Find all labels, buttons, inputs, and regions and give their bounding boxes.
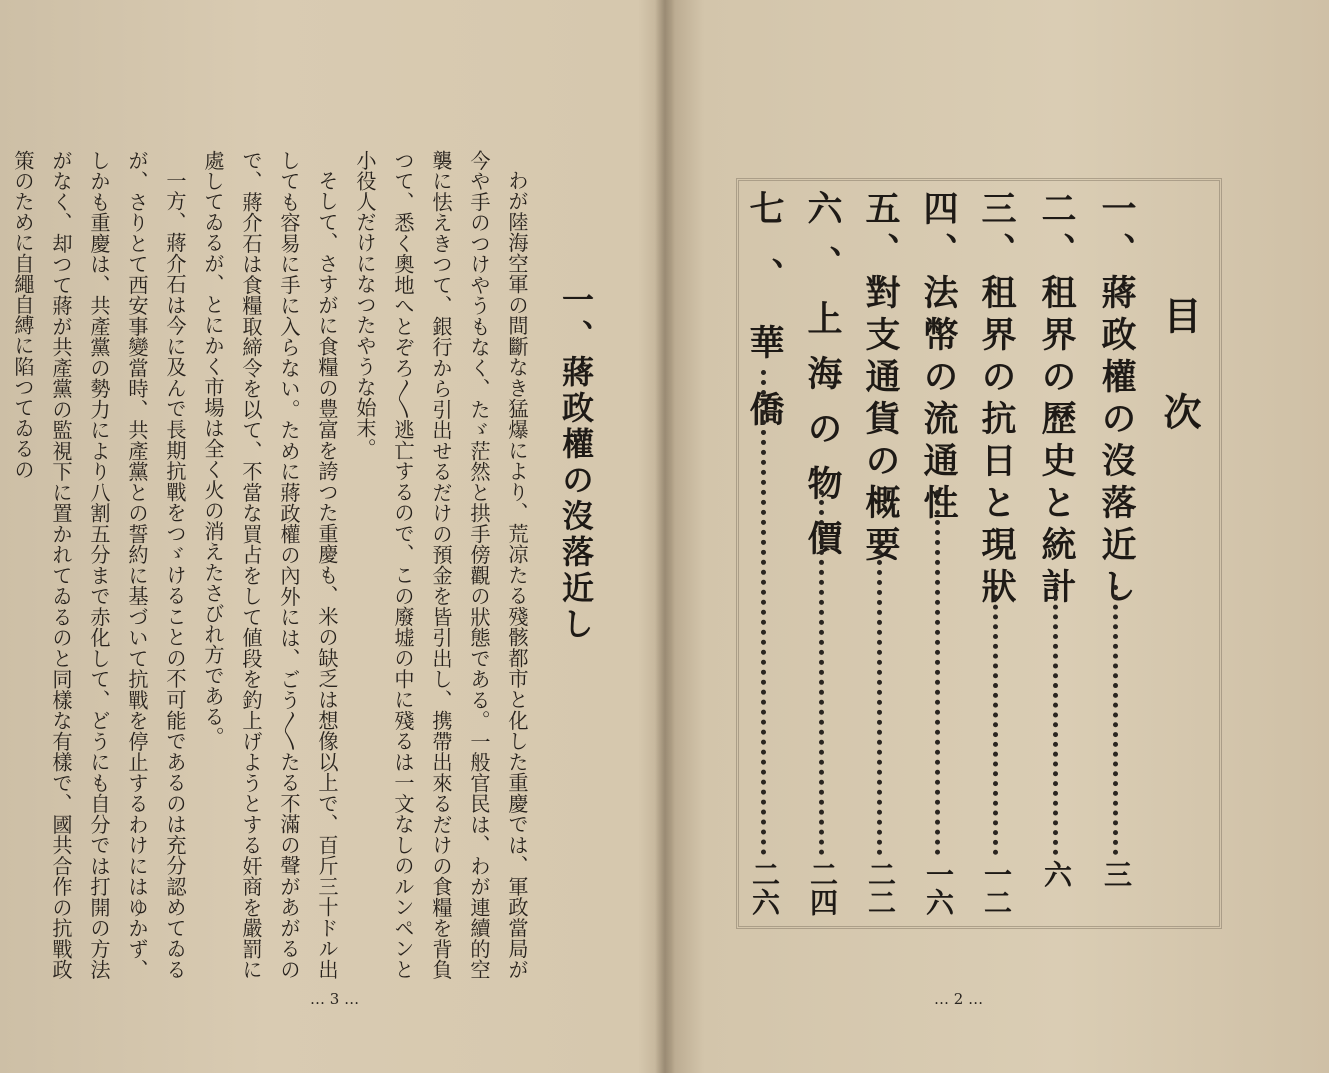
toc-item-label: 一、蔣政權の沒落近し [1096, 190, 1137, 610]
section-heading: 一、蔣政權の沒落近し [557, 283, 595, 643]
toc-item-2 [1036, 190, 1076, 940]
toc-item-page: 二四 [806, 860, 839, 916]
toc-title: 目次 [1157, 296, 1202, 488]
toc-item-1 [1096, 190, 1136, 940]
right-page [664, 0, 1329, 1073]
toc-item-6 [802, 190, 842, 940]
toc-item-label: 二、租界の歷史と統計 [1036, 190, 1077, 610]
toc-item-7 [744, 190, 784, 940]
toc-item-page: 六 [1040, 860, 1073, 888]
toc-item-3 [976, 190, 1016, 940]
toc-item-label: 五、對支通貨の概要 [860, 190, 901, 568]
toc-leader-dots [993, 585, 1004, 855]
paragraph-3: 一方、蔣介石は今に及んで長期抗戰をつゞけることの不可能であるのは充分認めてゐるが、さりとて西安事變當時、共產黨との誓約に基づいて抗戰を停止するわけにはゆかず、しかも重慶は、共產黨の勢力により八割五分まで赤化して、どうにも自分では打開の方法がなく、却つて蔣が共產黨の監視下に置かれてゐるのと同樣な有樣で、國共合作の抗戰政策のために自繩自縛に陷つてゐるの [11, 150, 187, 980]
page-number-right: … 2 … [934, 990, 984, 1008]
toc-item-4 [918, 190, 958, 940]
toc-item-page: 二二 [864, 860, 897, 916]
toc-item-label: 七、華僑 [744, 190, 785, 458]
page-number-left: … 3 … [310, 990, 360, 1008]
paragraph-1: わが陸海空軍の間斷なき猛爆により、荒凉たる殘骸都市と化した重慶では、軍政當局が今や手のつけやうもなく、たゞ茫然と拱手傍觀の狀態である。一般官民は、わが連續的空襲に怯えきつて、銀行から引出せるだけの預金を皆引出し、携帶出來るだけの食糧を背負つて、悉く奧地へとぞろ〳〵逃亡するので、この廢墟の中に殘るは一文なしのルンペンと小役人だけになつたやうな始末。 [353, 150, 529, 980]
toc-leader-dots [819, 490, 830, 855]
toc-leader-dots [1113, 585, 1124, 855]
toc-item-label: 三、租界の抗日と現狀 [976, 190, 1017, 610]
toc-leader-dots [761, 370, 772, 855]
toc-item-page: 三 [1100, 860, 1133, 888]
toc-item-label: 四、法幣の流通性 [918, 190, 959, 526]
toc-leader-dots [877, 540, 888, 855]
toc-item-label: 六、上海の物價 [802, 190, 843, 575]
toc-item-5 [860, 190, 900, 940]
toc-leader-dots [1053, 585, 1064, 855]
toc-item-page: 一六 [922, 860, 955, 916]
toc-leader-dots [935, 490, 946, 855]
body-text [11, 150, 536, 980]
left-page [0, 0, 664, 1073]
toc-item-page: 二六 [748, 860, 781, 916]
paragraph-2: そして、さすがに食糧の豊富を誇つた重慶も、米の缺乏は想像以上で、百斤三十ドル出しても容易に手に入らない。ために蔣政權の內外には、ごう〳〵たる不滿の聲があがるので、蔣介石は食糧取締令を以て、不當な買占をして値段を釣上げようとする奸商を嚴罰に處してゐるが、とにかく市場は全く火の消えたさびれ方である。 [201, 150, 339, 980]
toc-item-page: 一二 [980, 860, 1013, 916]
